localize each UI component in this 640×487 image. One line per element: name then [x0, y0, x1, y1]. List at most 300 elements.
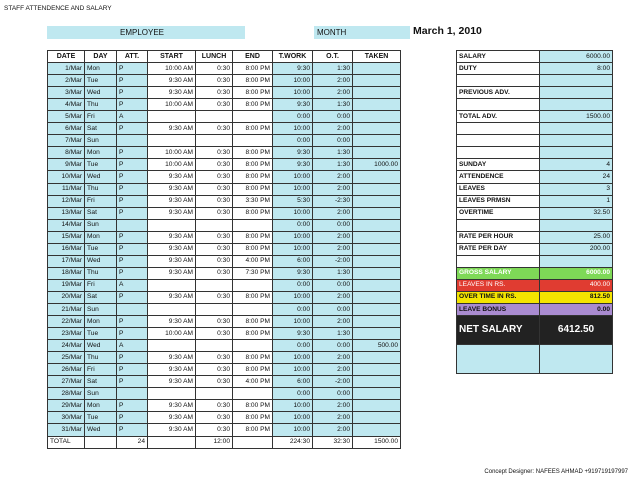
table-row [48, 388, 401, 400]
cell-att: P [117, 171, 148, 183]
cell-ot: 0:00 [313, 340, 353, 352]
cell-day: Wed [85, 340, 117, 352]
salary-label: SALARY [457, 51, 540, 63]
cell-end: 8:00 PM [233, 171, 273, 183]
cell-ot: 2:00 [313, 231, 353, 243]
cell-day: Sat [85, 376, 117, 388]
table-row [48, 159, 401, 171]
cell-end: 8:00 PM [233, 99, 273, 111]
cell-taken [353, 87, 401, 99]
cell-end: 8:00 PM [233, 243, 273, 255]
attendence-label: ATTENDENCE [457, 171, 540, 183]
blank-cell [457, 147, 540, 159]
cell-att: P [117, 364, 148, 376]
cell-taken [353, 303, 401, 315]
cell-taken [353, 352, 401, 364]
cell-day: Tue [85, 328, 117, 340]
cell-start: 9:30 AM [148, 412, 196, 424]
total-cell-lunch: 12:00 [196, 436, 233, 448]
duty-label: DUTY [457, 63, 540, 75]
cell-ot: 0:00 [313, 135, 353, 147]
cell-day: Mon [85, 63, 117, 75]
cell-date: 25/Mar [48, 352, 85, 364]
cell-ot: 1:30 [313, 159, 353, 171]
total-row [48, 436, 401, 448]
cell-att: P [117, 243, 148, 255]
cell-day: Mon [85, 316, 117, 328]
table-row [48, 87, 401, 99]
cell-end: 8:00 PM [233, 87, 273, 99]
cell-start: 9:30 AM [148, 183, 196, 195]
cell-twork: 10:00 [273, 316, 313, 328]
cell-att [117, 303, 148, 315]
cell-start: 9:30 AM [148, 352, 196, 364]
cell-taken [353, 279, 401, 291]
leaves-rs-label: LEAVES IN RS. [457, 279, 540, 291]
summary-row-leaves-rs [457, 279, 613, 291]
blank-cell [457, 255, 540, 267]
rate-day-label: RATE PER DAY [457, 243, 540, 255]
cell-twork: 6:00 [273, 255, 313, 267]
summary-row-gross [457, 267, 613, 279]
cell-date: 2/Mar [48, 75, 85, 87]
cell-ot: 2:00 [313, 243, 353, 255]
cell-start: 9:30 AM [148, 400, 196, 412]
cell-twork: 9:30 [273, 63, 313, 75]
cell-ot: 2:00 [313, 316, 353, 328]
cell-lunch: 0:30 [196, 207, 233, 219]
cell-start: 10:00 AM [148, 159, 196, 171]
column-header-lunch: LUNCH [196, 51, 233, 63]
cell-day: Thu [85, 99, 117, 111]
cell-lunch: 0:30 [196, 183, 233, 195]
blank-cell [540, 75, 613, 87]
cell-twork: 0:00 [273, 303, 313, 315]
cell-taken [353, 291, 401, 303]
summary-row-leaves [457, 183, 613, 195]
gross-label: GROSS SALARY [457, 267, 540, 279]
cell-lunch: 0:30 [196, 364, 233, 376]
cell-day: Wed [85, 87, 117, 99]
cell-ot: -2:00 [313, 255, 353, 267]
cell-end: 8:00 PM [233, 183, 273, 195]
cell-day: Tue [85, 412, 117, 424]
table-row [48, 376, 401, 388]
net-label: NET SALARY [457, 316, 540, 345]
document-title: STAFF ATTENDENCE AND SALARY [4, 5, 112, 12]
cell-taken [353, 243, 401, 255]
cell-date: 31/Mar [48, 424, 85, 436]
cell-end: 8:00 PM [233, 123, 273, 135]
leaves-rs-value: 400.00 [540, 279, 613, 291]
blank-cell [540, 219, 613, 231]
cell-twork: 9:30 [273, 147, 313, 159]
cell-end: 8:00 PM [233, 400, 273, 412]
cell-ot: -2:30 [313, 195, 353, 207]
table-row [48, 424, 401, 436]
cell-start: 10:00 AM [148, 328, 196, 340]
cell-ot: 2:00 [313, 183, 353, 195]
cell-ot: 0:00 [313, 111, 353, 123]
summary-row-rate-hour [457, 231, 613, 243]
cell-lunch: 0:30 [196, 352, 233, 364]
cell-taken [353, 207, 401, 219]
cell-date: 21/Mar [48, 303, 85, 315]
cell-taken [353, 316, 401, 328]
cell-lunch: 0:30 [196, 147, 233, 159]
cell-end [233, 303, 273, 315]
summary-row-total-adv [457, 111, 613, 123]
cell-twork: 10:00 [273, 412, 313, 424]
cell-lunch: 0:30 [196, 291, 233, 303]
column-header-day: DAY [85, 51, 117, 63]
cell-end [233, 340, 273, 352]
cell-taken [353, 75, 401, 87]
cell-date: 19/Mar [48, 279, 85, 291]
cell-day: Fri [85, 279, 117, 291]
cell-twork: 0:00 [273, 219, 313, 231]
month-label: MONTH [314, 26, 410, 39]
cell-ot: 2:00 [313, 412, 353, 424]
cell-ot: 2:00 [313, 364, 353, 376]
column-header-date: DATE [48, 51, 85, 63]
cell-twork: 9:30 [273, 159, 313, 171]
cell-att: P [117, 400, 148, 412]
cell-taken [353, 412, 401, 424]
cell-date: 1/Mar [48, 63, 85, 75]
cell-date: 5/Mar [48, 111, 85, 123]
cell-att: P [117, 207, 148, 219]
cell-date: 14/Mar [48, 219, 85, 231]
cell-end: 7:30 PM [233, 267, 273, 279]
cell-end: 8:00 PM [233, 412, 273, 424]
cell-ot: 2:00 [313, 352, 353, 364]
total-cell-date: TOTAL [48, 436, 85, 448]
cell-att: P [117, 147, 148, 159]
cell-twork: 10:00 [273, 352, 313, 364]
summary-row-overtime [457, 207, 613, 219]
blank-cell [540, 345, 613, 374]
cell-start: 9:30 AM [148, 207, 196, 219]
credit-line: Concept Designer: NAFEES AHMAD +919719197997 [484, 469, 628, 475]
table-row [48, 291, 401, 303]
cell-taken [353, 376, 401, 388]
table-row [48, 364, 401, 376]
table-row [48, 316, 401, 328]
cell-end: 8:00 PM [233, 75, 273, 87]
cell-ot: 0:00 [313, 303, 353, 315]
cell-ot: 2:00 [313, 171, 353, 183]
cell-ot: 0:00 [313, 388, 353, 400]
total-cell-twork: 224:30 [273, 436, 313, 448]
blank-cell [540, 123, 613, 135]
cell-att: P [117, 255, 148, 267]
total-cell-att: 24 [117, 436, 148, 448]
blank-cell [457, 345, 540, 374]
blank-cell [457, 123, 540, 135]
cell-end [233, 388, 273, 400]
cell-date: 17/Mar [48, 255, 85, 267]
cell-twork: 9:30 [273, 328, 313, 340]
cell-lunch: 0:30 [196, 99, 233, 111]
table-row [48, 99, 401, 111]
table-row [48, 219, 401, 231]
month-value: March 1, 2010 [413, 25, 482, 37]
cell-twork: 0:00 [273, 111, 313, 123]
cell-ot: 0:00 [313, 219, 353, 231]
cell-taken [353, 171, 401, 183]
cell-att [117, 388, 148, 400]
summary-row-rate-day [457, 243, 613, 255]
cell-end: 8:00 PM [233, 207, 273, 219]
cell-date: 11/Mar [48, 183, 85, 195]
table-row [48, 328, 401, 340]
previous-adv-label: PREVIOUS ADV. [457, 87, 540, 99]
blank-cell [457, 135, 540, 147]
cell-lunch: 0:30 [196, 243, 233, 255]
cell-start: 9:30 AM [148, 87, 196, 99]
cell-lunch [196, 279, 233, 291]
table-row [48, 279, 401, 291]
cell-start: 9:30 AM [148, 123, 196, 135]
bonus-label: LEAVE BONUS [457, 303, 540, 315]
cell-date: 30/Mar [48, 412, 85, 424]
summary-row-net [457, 316, 613, 345]
column-header-end: END [233, 51, 273, 63]
cell-ot: 2:00 [313, 87, 353, 99]
cell-lunch: 0:30 [196, 412, 233, 424]
cell-ot: 1:30 [313, 63, 353, 75]
table-row [48, 412, 401, 424]
cell-taken [353, 147, 401, 159]
cell-att [117, 135, 148, 147]
cell-start: 9:30 AM [148, 231, 196, 243]
cell-twork: 10:00 [273, 231, 313, 243]
cell-end: 8:00 PM [233, 147, 273, 159]
cell-att: P [117, 267, 148, 279]
cell-start: 9:30 AM [148, 255, 196, 267]
blank-cell [540, 99, 613, 111]
cell-day: Sat [85, 123, 117, 135]
summary-row-ot-rs [457, 291, 613, 303]
cell-start: 9:30 AM [148, 171, 196, 183]
cell-ot: -2:00 [313, 376, 353, 388]
cell-start [148, 219, 196, 231]
cell-twork: 10:00 [273, 183, 313, 195]
cell-twork: 9:30 [273, 99, 313, 111]
sunday-label: SUNDAY [457, 159, 540, 171]
rate-hour-value: 25.00 [540, 231, 613, 243]
total-cell-start [148, 436, 196, 448]
cell-day: Sun [85, 219, 117, 231]
cell-date: 6/Mar [48, 123, 85, 135]
cell-twork: 10:00 [273, 424, 313, 436]
overtime-value: 32.50 [540, 207, 613, 219]
cell-day: Fri [85, 111, 117, 123]
cell-att: P [117, 291, 148, 303]
blank-cell [540, 147, 613, 159]
table-row [48, 135, 401, 147]
cell-start: 9:30 AM [148, 195, 196, 207]
cell-twork: 0:00 [273, 279, 313, 291]
cell-lunch [196, 303, 233, 315]
table-row [48, 303, 401, 315]
cell-ot: 1:30 [313, 267, 353, 279]
cell-taken [353, 400, 401, 412]
cell-date: 26/Mar [48, 364, 85, 376]
table-row [48, 340, 401, 352]
cell-date: 23/Mar [48, 328, 85, 340]
cell-ot: 2:00 [313, 424, 353, 436]
blank-cell [540, 255, 613, 267]
cell-att: P [117, 424, 148, 436]
cell-start: 9:30 AM [148, 376, 196, 388]
total-cell-day [85, 436, 117, 448]
cell-twork: 10:00 [273, 291, 313, 303]
cell-twork: 9:30 [273, 267, 313, 279]
cell-start: 9:30 AM [148, 291, 196, 303]
cell-taken [353, 123, 401, 135]
cell-date: 24/Mar [48, 340, 85, 352]
employee-label: EMPLOYEE [47, 26, 245, 39]
cell-end [233, 135, 273, 147]
summary-row-duty [457, 63, 613, 75]
cell-day: Mon [85, 400, 117, 412]
cell-day: Thu [85, 183, 117, 195]
cell-start [148, 303, 196, 315]
salary-summary-table [456, 50, 613, 374]
cell-lunch [196, 340, 233, 352]
blank-cell [457, 219, 540, 231]
table-row [48, 171, 401, 183]
cell-end: 4:00 PM [233, 255, 273, 267]
cell-start [148, 388, 196, 400]
table-row [48, 243, 401, 255]
column-header-att: ATT. [117, 51, 148, 63]
blank-cell [540, 135, 613, 147]
cell-att: A [117, 111, 148, 123]
cell-twork: 0:00 [273, 340, 313, 352]
cell-end: 8:00 PM [233, 352, 273, 364]
cell-taken [353, 111, 401, 123]
cell-start: 9:30 AM [148, 75, 196, 87]
cell-day: Tue [85, 243, 117, 255]
summary-row-bonus [457, 303, 613, 315]
summary-row-attendence [457, 171, 613, 183]
cell-twork: 5:30 [273, 195, 313, 207]
cell-twork: 10:00 [273, 364, 313, 376]
duty-value: 8:00 [540, 63, 613, 75]
previous-adv-value [540, 87, 613, 99]
cell-lunch: 0:30 [196, 87, 233, 99]
table-row [48, 147, 401, 159]
cell-taken [353, 255, 401, 267]
total-cell-end [233, 436, 273, 448]
cell-end [233, 111, 273, 123]
cell-taken: 1000.00 [353, 159, 401, 171]
cell-end: 8:00 PM [233, 328, 273, 340]
cell-date: 28/Mar [48, 388, 85, 400]
cell-date: 9/Mar [48, 159, 85, 171]
total-adv-value: 1500.00 [540, 111, 613, 123]
column-header-ot: O.T. [313, 51, 353, 63]
cell-end [233, 219, 273, 231]
cell-day: Sun [85, 135, 117, 147]
blank-cell [457, 99, 540, 111]
cell-twork: 10:00 [273, 207, 313, 219]
cell-lunch: 0:30 [196, 123, 233, 135]
table-row [48, 255, 401, 267]
cell-end: 8:00 PM [233, 231, 273, 243]
cell-end: 3:30 PM [233, 195, 273, 207]
cell-day: Wed [85, 424, 117, 436]
cell-lunch: 0:30 [196, 328, 233, 340]
leaves-prmsn-label: LEAVES PRMSN [457, 195, 540, 207]
cell-date: 15/Mar [48, 231, 85, 243]
cell-ot: 0:00 [313, 279, 353, 291]
cell-end: 4:00 PM [233, 376, 273, 388]
cell-date: 29/Mar [48, 400, 85, 412]
cell-end: 8:00 PM [233, 316, 273, 328]
cell-ot: 2:00 [313, 400, 353, 412]
cell-att: P [117, 328, 148, 340]
cell-ot: 2:00 [313, 123, 353, 135]
cell-ot: 2:00 [313, 207, 353, 219]
attendence-value: 24 [540, 171, 613, 183]
overtime-label: OVERTIME [457, 207, 540, 219]
leaves-value: 3 [540, 183, 613, 195]
cell-att [117, 219, 148, 231]
summary-row-previous-adv [457, 87, 613, 99]
table-row [48, 352, 401, 364]
cell-lunch [196, 388, 233, 400]
cell-twork: 0:00 [273, 135, 313, 147]
cell-day: Sat [85, 207, 117, 219]
cell-day: Sun [85, 303, 117, 315]
cell-att: P [117, 316, 148, 328]
cell-taken [353, 424, 401, 436]
cell-att: P [117, 352, 148, 364]
cell-day: Wed [85, 171, 117, 183]
cell-day: Fri [85, 195, 117, 207]
cell-taken [353, 267, 401, 279]
cell-lunch: 0:30 [196, 195, 233, 207]
cell-start [148, 279, 196, 291]
cell-lunch: 0:30 [196, 376, 233, 388]
net-value: 6412.50 [540, 316, 613, 345]
cell-taken [353, 195, 401, 207]
cell-start: 9:30 AM [148, 243, 196, 255]
table-header-row [48, 51, 401, 63]
cell-lunch [196, 135, 233, 147]
table-row [48, 231, 401, 243]
cell-att: A [117, 279, 148, 291]
column-header-twork: T.WORK [273, 51, 313, 63]
cell-start: 10:00 AM [148, 63, 196, 75]
cell-end: 8:00 PM [233, 364, 273, 376]
sunday-value: 4 [540, 159, 613, 171]
table-row [48, 63, 401, 75]
summary-row-salary [457, 51, 613, 63]
leaves-label: LEAVES [457, 183, 540, 195]
cell-lunch: 0:30 [196, 316, 233, 328]
cell-att: P [117, 231, 148, 243]
cell-att: P [117, 159, 148, 171]
cell-taken [353, 135, 401, 147]
cell-att: P [117, 63, 148, 75]
cell-day: Tue [85, 159, 117, 171]
cell-att: P [117, 87, 148, 99]
